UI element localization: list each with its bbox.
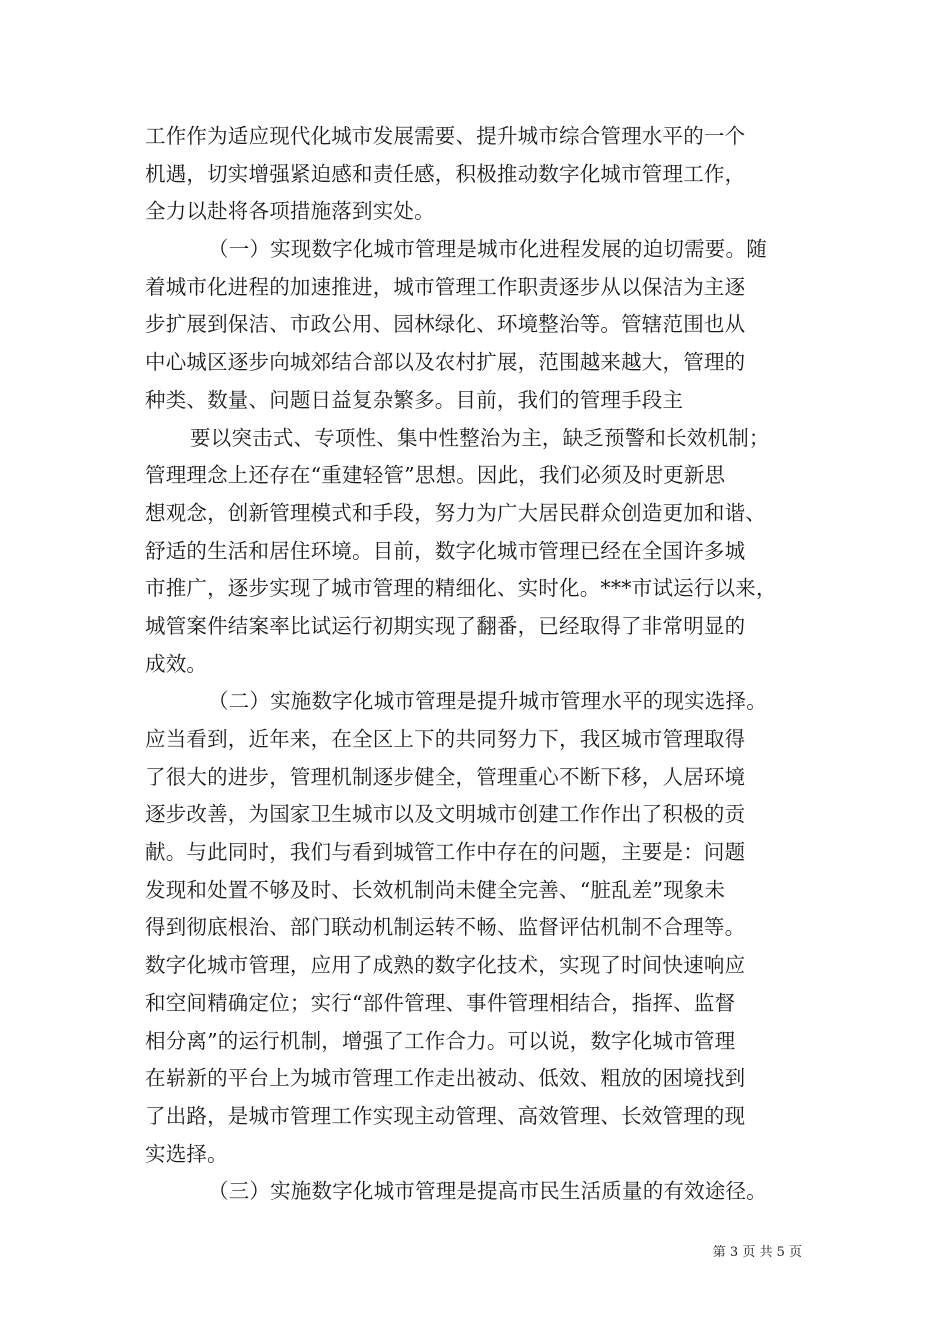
text-line: 城管案件结案率比试运行初期实现了翻番，已经取得了非常明显的 [145,613,746,638]
text-line: 想观念，创新管理模式和手段，努力为广大居民群众创造更加和谐、 [145,500,766,525]
text-line: 着城市化进程的加速推进，城市管理工作职责逐步从以保洁为主逐 [145,274,746,299]
text-line: 献。与此同时，我们与看到城管工作中存在的问题，主要是：问题 [145,840,746,865]
text-line: 全力以赴将各项措施落到实处。 [145,199,435,224]
text-line: 步扩展到保洁、市政公用、园林绿化、环境整治等。管辖范围也从 [145,312,746,337]
text-line: 数字化城市管理，应用了成熟的数字化技术，实现了时间快速响应 [145,953,746,978]
text-line: 市推广，逐步实现了城市管理的精细化、实时化。***市试运行以来， [145,576,777,601]
text-line: 在崭新的平台上为城市管理工作走出被动、低效、粗放的困境找到 [145,1066,746,1091]
text-line: 中心城区逐步向城郊结合部以及农村扩展，范围越来越大，管理的 [145,350,746,375]
text-line: 要以突击式、专项性、集中性整治为主，缺乏预警和长效机制； [190,425,770,450]
text-line: （二）实施数字化城市管理是提升城市管理水平的现实选择。 [208,689,767,714]
text-line: 应当看到，近年来，在全区上下的共同努力下，我区城市管理取得 [145,727,746,751]
body-text [145,118,825,1211]
text-line: （三）实施数字化城市管理是提高市民生活质量的有效途径。 [208,1179,767,1204]
text-line: （一）实现数字化城市管理是城市化进程发展的迫切需要。随 [208,237,767,262]
text-line: 管理理念上还存在“重建轻管”思想。因此，我们必须及时更新思 [145,463,726,488]
text-line: 和空间精确定位；实行“部件管理、事件管理相结合，指挥、监督 [145,990,736,1015]
text-line: 了出路，是城市管理工作实现主动管理、高效管理、长效管理的现 [145,1103,746,1128]
text-line: 了很大的进步，管理机制逐步健全，管理重心不断下移，人居环境 [145,764,746,789]
text-line: 逐步改善，为国家卫生城市以及文明城市创建工作作出了积极的贡 [145,802,746,827]
text-line: 舒适的生活和居住环境。目前，数字化城市管理已经在全国许多城 [145,538,746,563]
text-line: 发现和处置不够及时、长效机制尚未健全完善、“脏乱差”现象未 [145,877,726,902]
page-number: 第 3 页 共 5 页 [712,1245,802,1260]
text-line: 种类、数量、问题日益复杂繁多。目前，我们的管理手段主 [145,387,684,412]
text-line: 相分离”的运行机制，增强了工作合力。可以说，数字化城市管理 [145,1028,736,1053]
text-line: 实选择。 [145,1141,228,1166]
text-line: 成效。 [145,651,208,676]
text-line: 机遇，切实增强紧迫感和责任感，积极推动数字化城市管理工作， [145,161,746,186]
text-line: 工作作为适应现代化城市发展需要、提升城市综合管理水平的一个 [145,124,746,148]
text-line: 得到彻底根治、部门联动机制运转不畅、监督评估机制不合理等。 [145,915,746,940]
